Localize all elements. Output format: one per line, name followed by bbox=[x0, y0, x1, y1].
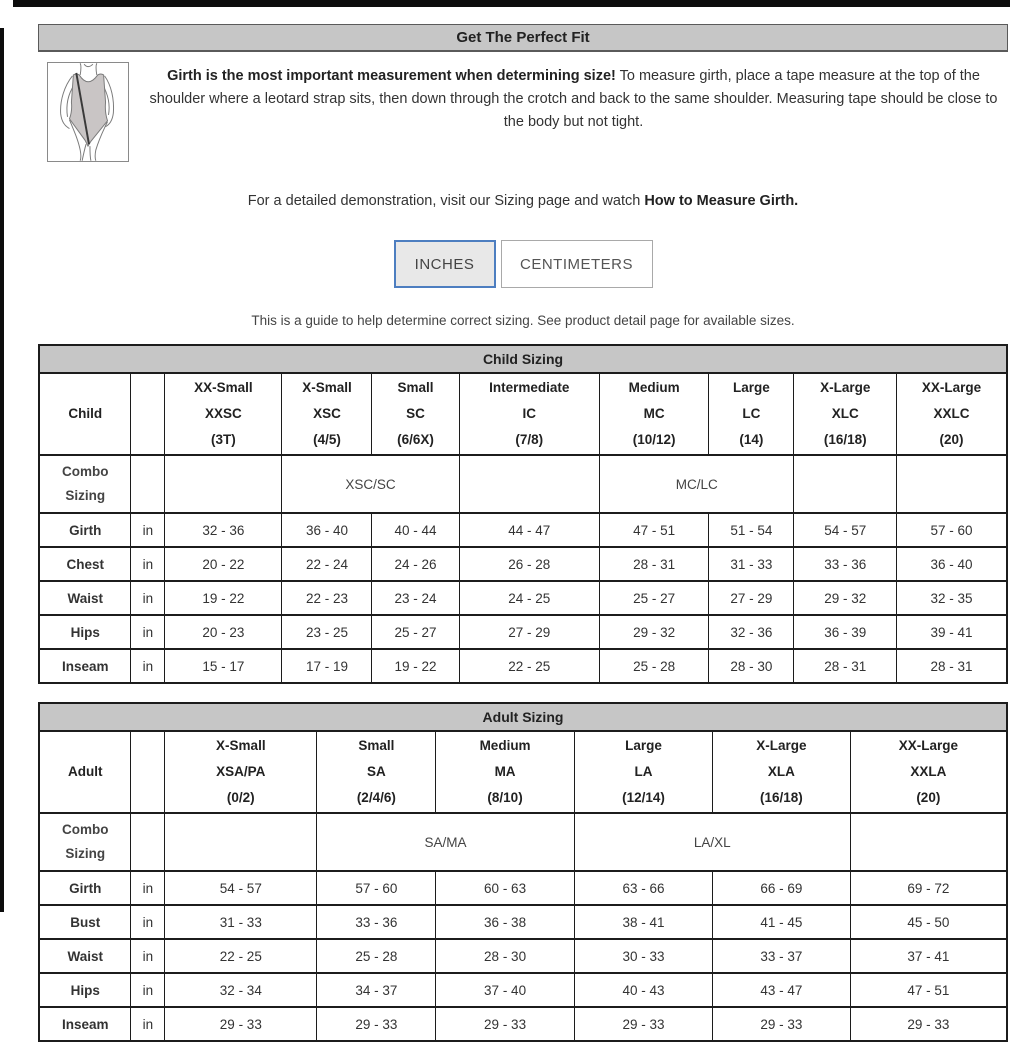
measurement-row-hips bbox=[39, 973, 1007, 1007]
size-value-cell: 36 - 40 bbox=[897, 547, 1007, 581]
size-value-cell: 22 - 25 bbox=[459, 649, 599, 683]
size-value-cell: 41 - 45 bbox=[713, 905, 850, 939]
size-value-cell: 40 - 43 bbox=[574, 973, 712, 1007]
girth-instructions-emphasis: Girth is the most important measurement when determining size! bbox=[167, 68, 616, 84]
combo-empty-cell bbox=[897, 455, 1007, 513]
unit-cell: in bbox=[131, 513, 165, 547]
size-header-code: IC bbox=[522, 406, 536, 421]
measurement-label: Waist bbox=[39, 581, 131, 615]
size-column-header-medium bbox=[436, 731, 574, 813]
size-header-name: XX-Large bbox=[921, 380, 982, 395]
size-value-cell: 57 - 60 bbox=[897, 513, 1007, 547]
size-value-cell: 26 - 28 bbox=[459, 547, 599, 581]
size-value-cell: 32 - 36 bbox=[709, 615, 794, 649]
size-header-range: (20) bbox=[916, 790, 941, 805]
size-header-range: (3T) bbox=[211, 432, 236, 447]
size-column-header-medium bbox=[599, 373, 708, 455]
sizing-guide-note: This is a guide to help determine correct sizing. See product detail page for available sizes. bbox=[251, 313, 795, 328]
demo-link-line bbox=[38, 193, 1008, 209]
sizing-guide-page bbox=[38, 24, 1008, 1042]
size-value-cell: 29 - 33 bbox=[713, 1007, 850, 1041]
inches-button[interactable]: INCHES bbox=[394, 240, 496, 288]
size-value-cell: 39 - 41 bbox=[897, 615, 1007, 649]
size-header-range: (0/2) bbox=[226, 790, 255, 805]
size-column-header-xx-large bbox=[850, 731, 1007, 813]
size-value-cell: 36 - 40 bbox=[282, 513, 372, 547]
size-header-name: X-Large bbox=[756, 738, 807, 753]
size-value-cell: 28 - 31 bbox=[897, 649, 1007, 683]
size-header-code: MC bbox=[643, 406, 665, 421]
size-header-name: X-Large bbox=[820, 380, 871, 395]
table-title: Adult Sizing bbox=[39, 703, 1007, 731]
size-column-header-x-large bbox=[794, 373, 897, 455]
child-sizing-table bbox=[38, 344, 1008, 684]
unit-cell: in bbox=[131, 649, 165, 683]
table-row-header-label: Child bbox=[39, 373, 131, 455]
size-value-cell: 23 - 24 bbox=[372, 581, 459, 615]
size-header-name: X-Small bbox=[216, 738, 266, 753]
unit-cell: in bbox=[131, 871, 165, 905]
size-header-range: (14) bbox=[739, 432, 764, 447]
unit-column-header bbox=[131, 373, 165, 455]
size-value-cell: 33 - 36 bbox=[794, 547, 897, 581]
size-value-cell: 28 - 31 bbox=[794, 649, 897, 683]
size-value-cell: 34 - 37 bbox=[317, 973, 436, 1007]
size-header-code: XSC bbox=[313, 406, 341, 421]
size-header-code: XXLC bbox=[933, 406, 970, 421]
measurement-row-chest bbox=[39, 547, 1007, 581]
size-header-name: Small bbox=[358, 738, 395, 753]
combo-size-la-xl: LA/XL bbox=[574, 813, 850, 871]
combo-sizing-label: Combo Sizing bbox=[39, 813, 131, 871]
unit-column-header bbox=[131, 731, 165, 813]
size-column-header-x-large bbox=[713, 731, 850, 813]
combo-sizing-label: Combo Sizing bbox=[39, 455, 131, 513]
size-column-header-intermediate bbox=[459, 373, 599, 455]
size-header-name: Small bbox=[397, 380, 434, 395]
adult-sizing-table bbox=[38, 702, 1008, 1042]
size-header-code: XLC bbox=[831, 406, 859, 421]
combo-size-mc-lc: MC/LC bbox=[599, 455, 794, 513]
size-column-header-large bbox=[574, 731, 712, 813]
size-value-cell: 27 - 29 bbox=[709, 581, 794, 615]
table-title: Child Sizing bbox=[39, 345, 1007, 373]
size-header-range: (2/4/6) bbox=[356, 790, 396, 805]
unit-toggle bbox=[38, 240, 1008, 288]
measurement-row-waist bbox=[39, 939, 1007, 973]
size-value-cell: 45 - 50 bbox=[850, 905, 1007, 939]
size-value-cell: 54 - 57 bbox=[165, 871, 317, 905]
combo-size-sa-ma: SA/MA bbox=[317, 813, 574, 871]
measurement-label: Hips bbox=[39, 615, 131, 649]
page-title: Get The Perfect Fit bbox=[38, 24, 1008, 52]
size-value-cell: 29 - 32 bbox=[599, 615, 708, 649]
size-header-name: Large bbox=[733, 380, 770, 395]
size-header-code: SA bbox=[366, 764, 386, 779]
size-column-header-x-small bbox=[165, 731, 317, 813]
size-value-cell: 36 - 39 bbox=[794, 615, 897, 649]
combo-empty-cell bbox=[794, 455, 897, 513]
girth-instructions-body: To measure girth, place a tape measure at the top of the shoulder where a leotard strap sits, then down through the crotch and back to the same shoulder. Measuring tape should be close to the body but not tight. bbox=[149, 68, 998, 130]
size-column-header-small bbox=[317, 731, 436, 813]
size-header-name: X-Small bbox=[302, 380, 352, 395]
demo-line-text: For a detailed demonstration, visit our Sizing page and watch bbox=[247, 193, 645, 209]
size-header-name: Medium bbox=[479, 738, 531, 753]
combo-empty-cell bbox=[850, 813, 1007, 871]
size-value-cell: 20 - 22 bbox=[165, 547, 282, 581]
measurement-label: Girth bbox=[39, 513, 131, 547]
combo-empty-cell bbox=[165, 455, 282, 513]
measurement-row-hips bbox=[39, 615, 1007, 649]
size-value-cell: 22 - 23 bbox=[282, 581, 372, 615]
size-header-range: (8/10) bbox=[487, 790, 523, 805]
size-value-cell: 37 - 41 bbox=[850, 939, 1007, 973]
size-header-range: (20) bbox=[939, 432, 964, 447]
leotard-girth-diagram bbox=[47, 62, 129, 162]
size-value-cell: 47 - 51 bbox=[599, 513, 708, 547]
size-value-cell: 19 - 22 bbox=[165, 581, 282, 615]
size-value-cell: 38 - 41 bbox=[574, 905, 712, 939]
size-column-header-large bbox=[709, 373, 794, 455]
unit-cell: in bbox=[131, 939, 165, 973]
size-value-cell: 30 - 33 bbox=[574, 939, 712, 973]
measurement-label: Inseam bbox=[39, 1007, 131, 1041]
unit-cell: in bbox=[131, 1007, 165, 1041]
size-header-range: (16/18) bbox=[823, 432, 867, 447]
size-value-cell: 32 - 36 bbox=[165, 513, 282, 547]
size-header-range: (10/12) bbox=[632, 432, 676, 447]
size-value-cell: 17 - 19 bbox=[282, 649, 372, 683]
size-header-code: XSA/PA bbox=[216, 764, 266, 779]
measurement-row-waist bbox=[39, 581, 1007, 615]
combo-empty-cell bbox=[459, 455, 599, 513]
size-header-code: MA bbox=[494, 764, 516, 779]
size-value-cell: 23 - 25 bbox=[282, 615, 372, 649]
size-value-cell: 31 - 33 bbox=[709, 547, 794, 581]
size-value-cell: 19 - 22 bbox=[372, 649, 459, 683]
unit-cell: in bbox=[131, 905, 165, 939]
centimeters-button[interactable]: CENTIMETERS bbox=[501, 240, 653, 288]
girth-intro-section bbox=[38, 62, 1008, 162]
size-value-cell: 31 - 33 bbox=[165, 905, 317, 939]
measurement-label: Bust bbox=[39, 905, 131, 939]
size-value-cell: 27 - 29 bbox=[459, 615, 599, 649]
size-header-code: LC bbox=[742, 406, 761, 421]
size-header-name: XX-Large bbox=[898, 738, 958, 753]
unit-cell: in bbox=[131, 615, 165, 649]
size-value-cell: 54 - 57 bbox=[794, 513, 897, 547]
size-header-range: (16/18) bbox=[760, 790, 803, 805]
size-value-cell: 25 - 27 bbox=[372, 615, 459, 649]
size-value-cell: 44 - 47 bbox=[459, 513, 599, 547]
size-header-name: Medium bbox=[628, 380, 680, 395]
size-column-header-xx-small bbox=[165, 373, 282, 455]
size-value-cell: 29 - 32 bbox=[794, 581, 897, 615]
size-header-name: Large bbox=[625, 738, 662, 753]
size-header-range: (12/14) bbox=[622, 790, 665, 805]
size-header-range: (7/8) bbox=[515, 432, 544, 447]
measurement-label: Inseam bbox=[39, 649, 131, 683]
size-header-code: XXLA bbox=[910, 764, 947, 779]
size-value-cell: 51 - 54 bbox=[709, 513, 794, 547]
size-header-code: SC bbox=[406, 406, 425, 421]
size-value-cell: 29 - 33 bbox=[574, 1007, 712, 1041]
size-header-range: (4/5) bbox=[313, 432, 341, 447]
size-value-cell: 36 - 38 bbox=[436, 905, 574, 939]
size-value-cell: 43 - 47 bbox=[713, 973, 850, 1007]
window-frame-left-edge bbox=[0, 28, 4, 912]
size-value-cell: 25 - 27 bbox=[599, 581, 708, 615]
measurement-row-inseam bbox=[39, 1007, 1007, 1041]
combo-unit-cell bbox=[131, 455, 165, 513]
size-value-cell: 29 - 33 bbox=[850, 1007, 1007, 1041]
table-row-header-label: Adult bbox=[39, 731, 131, 813]
window-frame-top-edge bbox=[13, 0, 1010, 7]
size-value-cell: 40 - 44 bbox=[372, 513, 459, 547]
size-value-cell: 29 - 33 bbox=[436, 1007, 574, 1041]
size-value-cell: 32 - 35 bbox=[897, 581, 1007, 615]
size-value-cell: 28 - 30 bbox=[709, 649, 794, 683]
unit-cell: in bbox=[131, 547, 165, 581]
size-value-cell: 33 - 36 bbox=[317, 905, 436, 939]
size-value-cell: 25 - 28 bbox=[599, 649, 708, 683]
measurement-label: Waist bbox=[39, 939, 131, 973]
size-value-cell: 69 - 72 bbox=[850, 871, 1007, 905]
unit-cell: in bbox=[131, 581, 165, 615]
size-column-header-xx-large bbox=[897, 373, 1007, 455]
measurement-row-inseam bbox=[39, 649, 1007, 683]
size-value-cell: 20 - 23 bbox=[165, 615, 282, 649]
size-value-cell: 15 - 17 bbox=[165, 649, 282, 683]
size-value-cell: 24 - 25 bbox=[459, 581, 599, 615]
measurement-row-girth bbox=[39, 513, 1007, 547]
measurement-row-girth bbox=[39, 871, 1007, 905]
size-value-cell: 22 - 25 bbox=[165, 939, 317, 973]
combo-unit-cell bbox=[131, 813, 165, 871]
leotard-illustration-icon bbox=[48, 63, 128, 161]
size-column-header-x-small bbox=[282, 373, 372, 455]
measurement-label: Hips bbox=[39, 973, 131, 1007]
size-value-cell: 24 - 26 bbox=[372, 547, 459, 581]
size-value-cell: 37 - 40 bbox=[436, 973, 574, 1007]
size-value-cell: 25 - 28 bbox=[317, 939, 436, 973]
measurement-label: Girth bbox=[39, 871, 131, 905]
size-value-cell: 47 - 51 bbox=[850, 973, 1007, 1007]
size-value-cell: 57 - 60 bbox=[317, 871, 436, 905]
size-value-cell: 60 - 63 bbox=[436, 871, 574, 905]
size-value-cell: 32 - 34 bbox=[165, 973, 317, 1007]
size-value-cell: 33 - 37 bbox=[713, 939, 850, 973]
size-value-cell: 28 - 30 bbox=[436, 939, 574, 973]
measurement-row-bust bbox=[39, 905, 1007, 939]
girth-instructions bbox=[129, 62, 1008, 162]
size-header-code: XXSC bbox=[205, 406, 242, 421]
size-value-cell: 63 - 66 bbox=[574, 871, 712, 905]
measurement-label: Chest bbox=[39, 547, 131, 581]
size-header-code: LA bbox=[634, 764, 653, 779]
size-header-range: (6/6X) bbox=[397, 432, 434, 447]
combo-size-xsc-sc: XSC/SC bbox=[282, 455, 459, 513]
size-value-cell: 29 - 33 bbox=[317, 1007, 436, 1041]
size-value-cell: 22 - 24 bbox=[282, 547, 372, 581]
combo-empty-cell bbox=[165, 813, 317, 871]
size-value-cell: 66 - 69 bbox=[713, 871, 850, 905]
demo-line-emphasis: How to Measure Girth. bbox=[644, 193, 799, 209]
size-column-header-small bbox=[372, 373, 459, 455]
size-header-name: Intermediate bbox=[489, 380, 570, 395]
size-header-code: XLA bbox=[767, 764, 795, 779]
size-value-cell: 28 - 31 bbox=[599, 547, 708, 581]
size-value-cell: 29 - 33 bbox=[165, 1007, 317, 1041]
unit-cell: in bbox=[131, 973, 165, 1007]
size-header-name: XX-Small bbox=[194, 380, 253, 395]
